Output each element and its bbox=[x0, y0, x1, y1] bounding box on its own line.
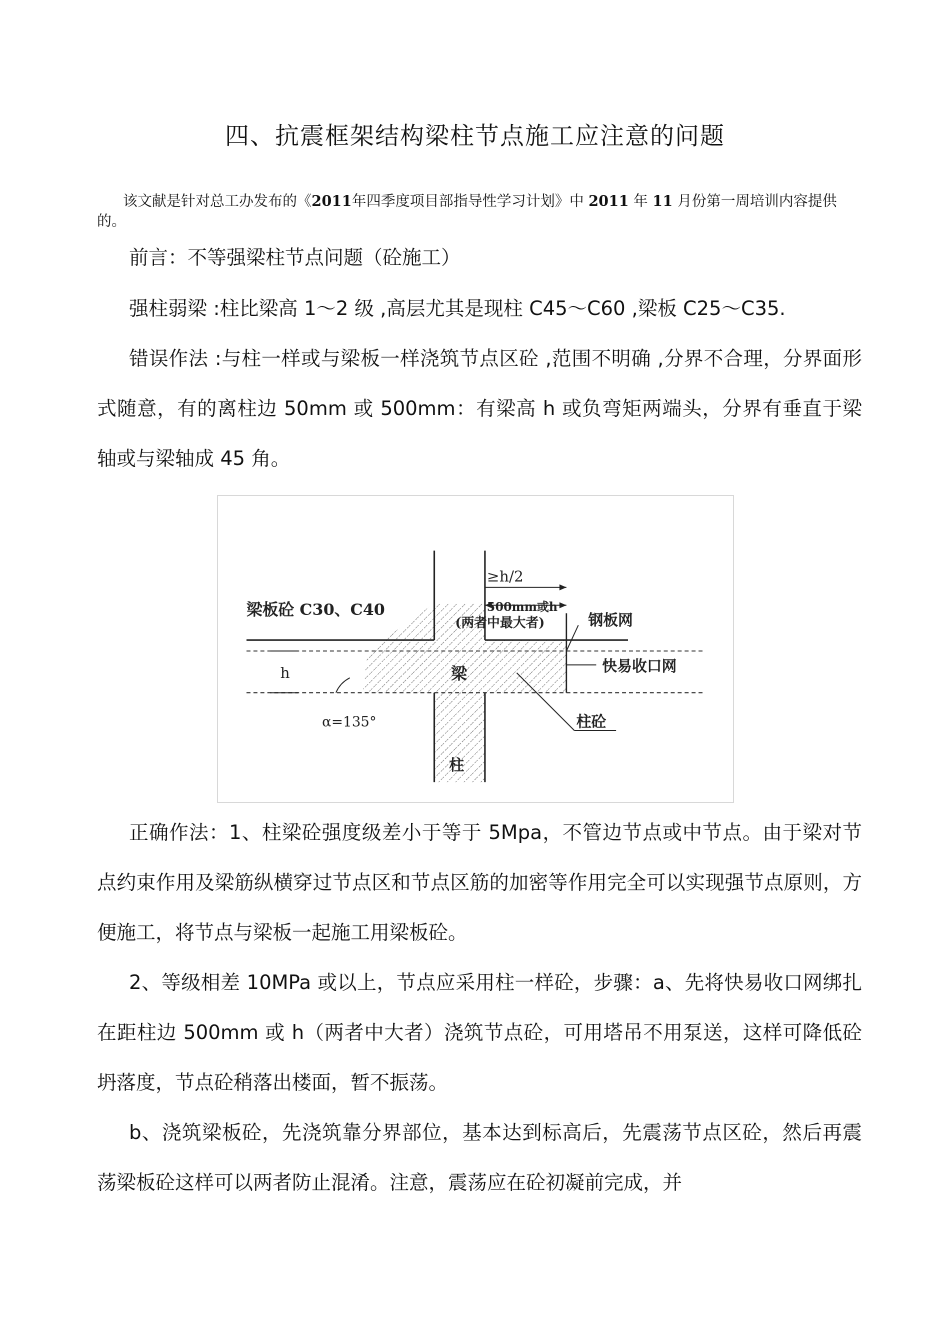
preface-paragraph: 前言：不等强梁柱节点问题（砼施工） bbox=[129, 246, 461, 269]
label-angle: α=135° bbox=[322, 714, 377, 731]
label-beam: 梁 bbox=[451, 663, 468, 683]
label-column-concrete: 柱砼 bbox=[576, 712, 607, 731]
label-larger: (两者中最大者) bbox=[455, 616, 545, 632]
dim-500-arrow-right bbox=[559, 602, 566, 608]
strong-column-paragraph: 强柱弱梁 :柱比梁高 1～2 级 ,高层尤其是现柱 C45～C60 ,梁板 C25～C35. bbox=[129, 297, 786, 320]
note-month: 11 bbox=[652, 193, 673, 210]
correct-method-1-paragraph: 正确作法：1、柱梁砼强度级差小于等于 5Mpa，不管边节点或中节点。由于梁对节点约束作用及梁筋纵横穿过节点区和节点区筋的加密等作用完全可以实现强节点原则，方便施工，将节点与梁板一起施工用梁板砼。 bbox=[97, 821, 862, 944]
label-slab-concrete: 梁板砼 C30、C40 bbox=[246, 600, 385, 620]
leader-steel-mesh bbox=[566, 625, 578, 651]
angle-arc bbox=[336, 678, 350, 693]
label-steel-mesh: 钢板网 bbox=[588, 611, 633, 630]
note-prefix: 该文献是针对总工办发布的《 bbox=[123, 194, 312, 210]
note-year-2: 2011 bbox=[588, 193, 629, 210]
correct-method-b-paragraph: b、浇筑梁板砼，先浇筑靠分界部位，基本达到标高后，先震荡节点区砼，然后再震荡梁板砼这样可以两者防止混淆。注意，震荡应在砼初凝前完成，并 bbox=[97, 1121, 862, 1194]
label-h: h bbox=[280, 663, 290, 682]
joint-diagram bbox=[217, 495, 734, 803]
joint-diagram-svg bbox=[218, 496, 733, 802]
note-mid-2: 年 bbox=[628, 194, 653, 210]
page-title: 四、抗震框架结构梁柱节点施工应注意的问题 bbox=[225, 122, 725, 150]
label-column: 柱 bbox=[449, 756, 465, 775]
source-note bbox=[97, 192, 857, 232]
note-mid-1: 年四季度项目部指导性学习计划》中 bbox=[351, 194, 589, 210]
label-500-or-h: 500mm或h bbox=[486, 600, 558, 615]
wrong-method-paragraph: 错误作法 :与柱一样或与梁板一样浇筑节点区砼 ,范围不明确 ,分界不合理，分界面形式随意，有的离柱边 50mm 或 500mm：有梁高 h 或负弯矩两端头，分界有垂直于梁轴或与梁轴成 45 角。 bbox=[97, 347, 862, 470]
label-h-half: ≥h/2 bbox=[486, 567, 524, 586]
dim-h-half-arrow bbox=[559, 584, 566, 590]
label-quick-mesh: 快易收口网 bbox=[602, 656, 677, 675]
note-suffix: 月份第一周培训内容提供的。 bbox=[97, 194, 837, 230]
note-year-1: 2011 bbox=[311, 193, 352, 210]
correct-method-2-paragraph: 2、等级相差 10MPa 或以上，节点应采用柱一样砼，步骤：a、先将快易收口网绑扎在距柱边 500mm 或 h（两者中大者）浇筑节点砼，可用塔吊不用泵送，这样可降低砼坍落度，节点砼稍落出楼面，暂不振荡。 bbox=[97, 971, 862, 1094]
